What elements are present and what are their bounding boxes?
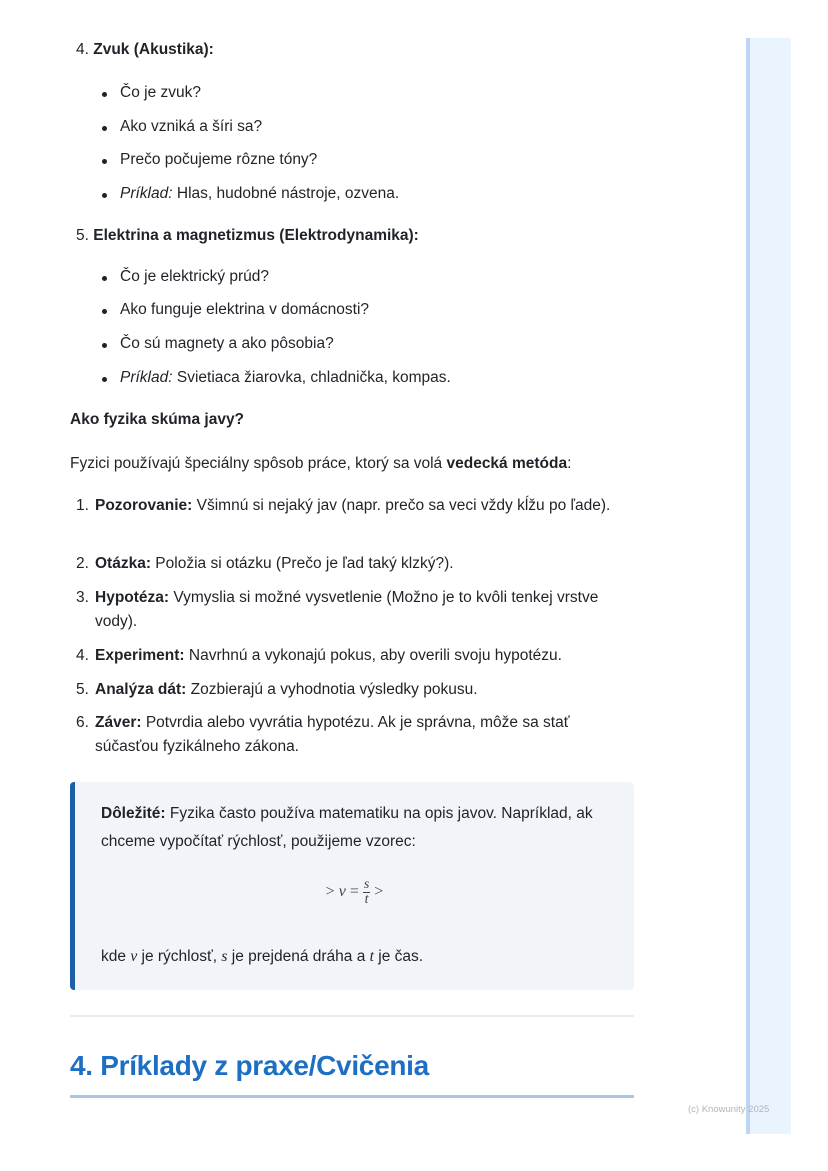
- side-panel: [746, 38, 791, 1134]
- list-item: [103, 301, 369, 319]
- method-step: [76, 678, 616, 702]
- step-number: 3.: [76, 589, 89, 606]
- step-number: 2.: [76, 555, 89, 572]
- topic-title: Zvuk (Akustika):: [93, 41, 214, 58]
- list-item-example: [103, 185, 399, 203]
- important-callout: [70, 782, 634, 990]
- intro-colon: :: [567, 455, 572, 472]
- step-text: Všimnú si nejaký jav (napr. prečo sa veci vždy kĺžu po ľade).: [192, 497, 611, 514]
- foot-text: je čas.: [373, 948, 424, 965]
- formula-numerator: s: [363, 877, 370, 892]
- example-label: Príklad:: [120, 185, 173, 202]
- list-item-example: [103, 369, 451, 387]
- foot-text: kde: [101, 948, 131, 965]
- var-s: s: [221, 948, 228, 965]
- topic-number: 5.: [76, 227, 89, 244]
- topic-number: 4.: [76, 41, 89, 58]
- step-number: 4.: [76, 647, 89, 664]
- list-item: [103, 84, 201, 102]
- copyright-footer: (c) Knowunity 2025: [688, 1104, 770, 1115]
- list-item-text: Čo je zvuk?: [120, 84, 201, 101]
- step-text: Položia si otázku (Prečo je ľad taký klzký?).: [151, 555, 454, 572]
- example-text: Hlas, hudobné nástroje, ozvena.: [172, 185, 400, 202]
- step-text: Zozbierajú a vyhodnotia výsledky pokusu.: [186, 681, 478, 698]
- step-number: 6.: [76, 714, 89, 731]
- list-item: [103, 118, 262, 136]
- step-label: Pozorovanie:: [95, 497, 193, 514]
- list-item: [103, 335, 334, 353]
- formula-prefix: >: [325, 883, 339, 901]
- step-number: 1.: [76, 497, 89, 514]
- list-item: [103, 268, 269, 286]
- section-title: 4. Príklady z praxe/Cvičenia: [70, 1050, 429, 1081]
- intro-bold-term: vedecká metóda: [446, 455, 568, 472]
- intro-text: Fyzici používajú špeciálny spôsob práce, ktorý sa volá: [70, 455, 447, 472]
- topic-heading-acoustics: [76, 41, 214, 59]
- formula-suffix: >: [370, 883, 384, 901]
- var-t: t: [369, 948, 374, 965]
- method-step: [76, 586, 616, 634]
- method-step: [76, 644, 616, 668]
- list-item: [103, 151, 317, 169]
- step-label: Analýza dát:: [95, 681, 187, 698]
- list-item-text: Ako vzniká a šíri sa?: [120, 118, 263, 135]
- list-item-text: Čo je elektrický prúd?: [120, 268, 270, 285]
- callout-body: Fyzika často používa matematiku na opis javov. Napríklad, ak chceme vypočítať rýchlosť, použijeme vzorec:: [101, 805, 593, 850]
- foot-text: je prejdená dráha a: [227, 948, 370, 965]
- method-step: [76, 494, 616, 518]
- step-number: 5.: [76, 681, 89, 698]
- step-text: Navrhnú a vykonajú pokus, aby overili svoju hypotézu.: [184, 647, 562, 664]
- topic-title: Elektrina a magnetizmus (Elektrodynamika):: [93, 227, 419, 244]
- divider: [70, 1015, 634, 1017]
- step-text: Potvrdia alebo vyvrátia hypotézu. Ak je správna, môže sa stať súčasťou fyzikálneho zákona.: [95, 714, 570, 755]
- step-label: Záver:: [95, 714, 142, 731]
- method-step: [76, 552, 616, 576]
- callout-label: Dôležité:: [101, 805, 166, 822]
- step-label: Hypotéza:: [95, 589, 170, 606]
- method-intro: [70, 455, 571, 473]
- example-text: Svietiaca žiarovka, chladnička, kompas.: [172, 369, 451, 386]
- method-step: [76, 711, 616, 759]
- list-item-text: Čo sú magnety a ako pôsobia?: [120, 335, 334, 352]
- formula-equals: =: [345, 883, 363, 901]
- foot-text: je rýchlosť,: [137, 948, 222, 965]
- velocity-formula: [75, 878, 634, 907]
- callout-footnote: [101, 948, 423, 966]
- method-heading: Ako fyzika skúma javy?: [70, 411, 245, 428]
- callout-text: [101, 800, 621, 856]
- section-underline: [70, 1095, 634, 1098]
- topic-heading-electrodynamics: [76, 227, 419, 245]
- formula-denominator: t: [364, 892, 369, 907]
- var-v: v: [130, 948, 138, 965]
- step-label: Otázka:: [95, 555, 151, 572]
- step-text: Vymyslia si možné vysvetlenie (Možno je to kvôli tenkej vrstve vody).: [95, 589, 599, 630]
- example-label: Príklad:: [120, 369, 173, 386]
- formula-lhs: v: [338, 883, 346, 901]
- list-item-text: Prečo počujeme rôzne tóny?: [120, 151, 318, 168]
- list-item-text: Ako funguje elektrina v domácnosti?: [120, 301, 370, 318]
- step-label: Experiment:: [95, 647, 185, 664]
